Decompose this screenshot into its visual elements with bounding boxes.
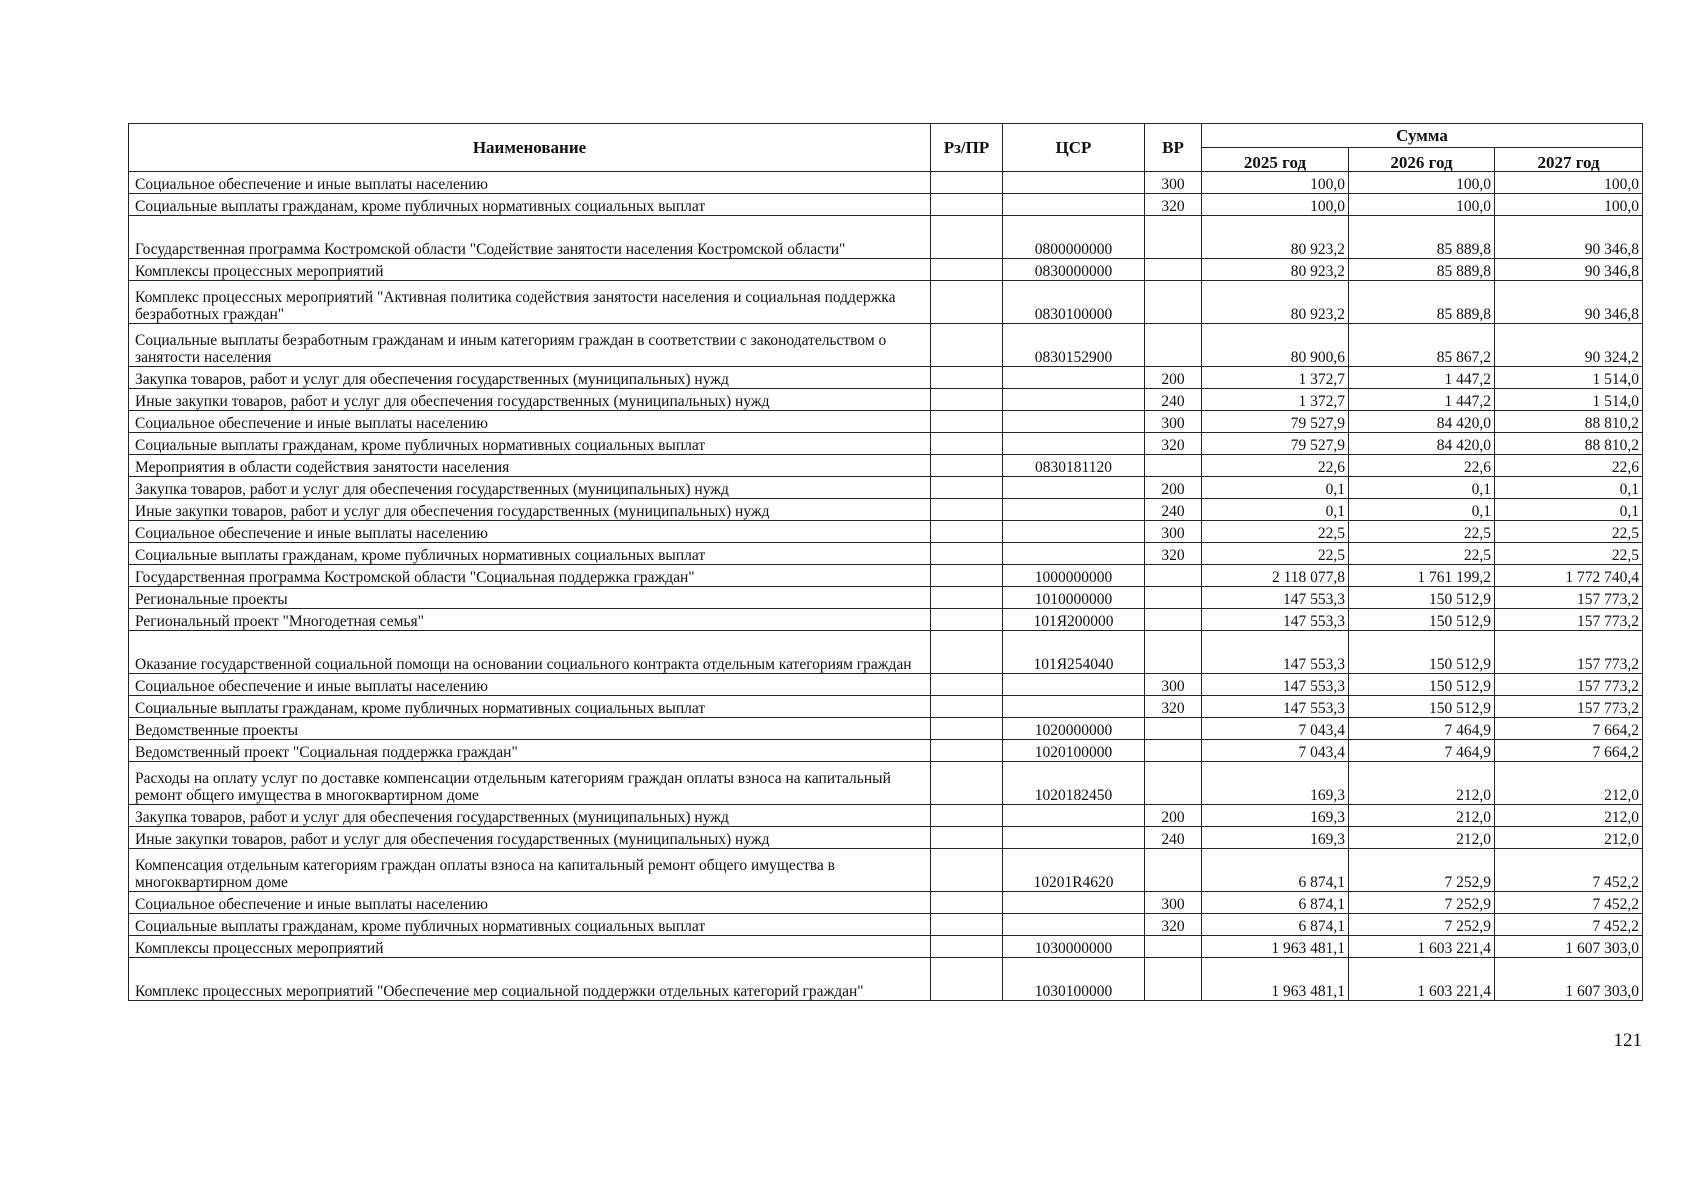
row-2026: 85 889,8 (1349, 216, 1495, 259)
row-2027: 88 810,2 (1495, 411, 1643, 433)
row-2025: 2 118 077,8 (1202, 565, 1349, 587)
row-2025: 100,0 (1202, 172, 1349, 194)
row-2025: 80 923,2 (1202, 259, 1349, 281)
row-vr (1145, 740, 1202, 762)
row-csr (1003, 827, 1145, 849)
row-2027: 100,0 (1495, 172, 1643, 194)
row-vr (1145, 565, 1202, 587)
table-row (129, 172, 1643, 194)
row-2026: 7 464,9 (1349, 718, 1495, 740)
row-vr: 300 (1145, 674, 1202, 696)
row-2025: 7 043,4 (1202, 740, 1349, 762)
row-2027: 212,0 (1495, 827, 1643, 849)
row-2026: 1 447,2 (1349, 389, 1495, 411)
row-csr (1003, 172, 1145, 194)
row-rzpr (931, 914, 1003, 936)
row-2025: 80 923,2 (1202, 216, 1349, 259)
row-rzpr (931, 216, 1003, 259)
row-2025: 7 043,4 (1202, 718, 1349, 740)
row-rzpr (931, 740, 1003, 762)
row-vr (1145, 587, 1202, 609)
header-name: Наименование (129, 124, 931, 172)
row-2025: 169,3 (1202, 762, 1349, 805)
row-vr (1145, 936, 1202, 958)
row-csr: 101Я200000 (1003, 609, 1145, 631)
row-2025: 79 527,9 (1202, 411, 1349, 433)
row-2027: 22,5 (1495, 543, 1643, 565)
row-2026: 85 889,8 (1349, 281, 1495, 324)
row-rzpr (931, 324, 1003, 367)
row-2027: 0,1 (1495, 499, 1643, 521)
table-row (129, 849, 1643, 892)
row-name: Социальное обеспечение и иные выплаты населению (129, 411, 931, 433)
row-2027: 1 514,0 (1495, 389, 1643, 411)
row-csr: 1000000000 (1003, 565, 1145, 587)
row-rzpr (931, 172, 1003, 194)
row-2025: 1 372,7 (1202, 367, 1349, 389)
row-name: Закупка товаров, работ и услуг для обеспечения государственных (муниципальных) нужд (129, 367, 931, 389)
table-row (129, 194, 1643, 216)
row-csr: 1010000000 (1003, 587, 1145, 609)
row-csr: 1020000000 (1003, 718, 1145, 740)
row-vr: 300 (1145, 411, 1202, 433)
row-2025: 147 553,3 (1202, 696, 1349, 718)
row-csr (1003, 194, 1145, 216)
row-2026: 1 603 221,4 (1349, 936, 1495, 958)
table-row (129, 455, 1643, 477)
row-name: Региональный проект "Многодетная семья" (129, 609, 931, 631)
row-vr (1145, 259, 1202, 281)
table-row (129, 718, 1643, 740)
row-2027: 90 324,2 (1495, 324, 1643, 367)
row-csr (1003, 543, 1145, 565)
row-2026: 100,0 (1349, 172, 1495, 194)
row-vr: 200 (1145, 477, 1202, 499)
row-csr (1003, 674, 1145, 696)
table-row (129, 565, 1643, 587)
table-row (129, 609, 1643, 631)
header-rzpr: Рз/ПР (931, 124, 1003, 172)
row-csr: 0830181120 (1003, 455, 1145, 477)
row-csr (1003, 696, 1145, 718)
row-name: Оказание государственной социальной помощи на основании социального контракта отдельным категориям граждан (129, 631, 931, 674)
row-vr: 320 (1145, 543, 1202, 565)
header-year-2026: 2026 год (1349, 148, 1495, 172)
row-2027: 157 773,2 (1495, 587, 1643, 609)
row-name: Комплексы процессных мероприятий (129, 259, 931, 281)
row-name: Закупка товаров, работ и услуг для обеспечения государственных (муниципальных) нужд (129, 805, 931, 827)
row-rzpr (931, 609, 1003, 631)
table-row (129, 259, 1643, 281)
row-vr (1145, 216, 1202, 259)
row-rzpr (931, 718, 1003, 740)
table-row (129, 543, 1643, 565)
row-name: Социальные выплаты гражданам, кроме публичных нормативных социальных выплат (129, 543, 931, 565)
row-rzpr (931, 411, 1003, 433)
header-vr: ВР (1145, 124, 1202, 172)
row-vr (1145, 762, 1202, 805)
row-2025: 80 900,6 (1202, 324, 1349, 367)
row-name: Социальные выплаты гражданам, кроме публичных нормативных социальных выплат (129, 433, 931, 455)
table-row (129, 762, 1643, 805)
row-name: Социальные выплаты гражданам, кроме публичных нормативных социальных выплат (129, 914, 931, 936)
row-csr: 0830100000 (1003, 281, 1145, 324)
row-rzpr (931, 367, 1003, 389)
row-csr (1003, 914, 1145, 936)
row-csr (1003, 411, 1145, 433)
table-row (129, 521, 1643, 543)
row-2025: 1 963 481,1 (1202, 958, 1349, 1001)
row-2027: 100,0 (1495, 194, 1643, 216)
table-row (129, 740, 1643, 762)
row-rzpr (931, 696, 1003, 718)
row-2027: 7 452,2 (1495, 914, 1643, 936)
row-2026: 1 447,2 (1349, 367, 1495, 389)
row-2027: 212,0 (1495, 762, 1643, 805)
row-vr (1145, 609, 1202, 631)
row-vr (1145, 324, 1202, 367)
row-csr (1003, 433, 1145, 455)
row-rzpr (931, 477, 1003, 499)
row-csr: 1020100000 (1003, 740, 1145, 762)
row-2025: 79 527,9 (1202, 433, 1349, 455)
row-csr (1003, 477, 1145, 499)
row-2027: 157 773,2 (1495, 696, 1643, 718)
row-2027: 157 773,2 (1495, 631, 1643, 674)
row-vr (1145, 849, 1202, 892)
row-2025: 6 874,1 (1202, 892, 1349, 914)
row-2026: 212,0 (1349, 827, 1495, 849)
page-number: 121 (1613, 1030, 1642, 1051)
row-rzpr (931, 674, 1003, 696)
row-2025: 147 553,3 (1202, 631, 1349, 674)
row-2027: 90 346,8 (1495, 259, 1643, 281)
table-row (129, 827, 1643, 849)
row-vr: 300 (1145, 521, 1202, 543)
row-2026: 1 603 221,4 (1349, 958, 1495, 1001)
row-2026: 150 512,9 (1349, 631, 1495, 674)
row-2026: 1 761 199,2 (1349, 565, 1495, 587)
row-2027: 212,0 (1495, 805, 1643, 827)
table-row (129, 499, 1643, 521)
table-row (129, 477, 1643, 499)
table-row (129, 936, 1643, 958)
row-2025: 22,5 (1202, 521, 1349, 543)
row-name: Мероприятия в области содействия занятости населения (129, 455, 931, 477)
row-2026: 7 252,9 (1349, 892, 1495, 914)
row-2025: 147 553,3 (1202, 674, 1349, 696)
table-row (129, 281, 1643, 324)
row-name: Расходы на оплату услуг по доставке компенсации отдельным категориям граждан оплаты взноса на капитальный ремонт общего имущества в многоквартирном доме (129, 762, 931, 805)
table-row (129, 367, 1643, 389)
row-2026: 85 867,2 (1349, 324, 1495, 367)
row-2026: 7 252,9 (1349, 914, 1495, 936)
row-2026: 212,0 (1349, 762, 1495, 805)
table-row (129, 631, 1643, 674)
table-row (129, 892, 1643, 914)
row-2026: 150 512,9 (1349, 674, 1495, 696)
table-row (129, 674, 1643, 696)
row-2026: 150 512,9 (1349, 609, 1495, 631)
row-name: Социальные выплаты безработным гражданам и иным категориям граждан в соответствии с законодательством о занятости населения (129, 324, 931, 367)
row-2027: 22,6 (1495, 455, 1643, 477)
header-year-2025: 2025 год (1202, 148, 1349, 172)
row-2027: 1 772 740,4 (1495, 565, 1643, 587)
header-sum: Сумма (1202, 124, 1643, 148)
row-2026: 150 512,9 (1349, 587, 1495, 609)
row-csr: 1030000000 (1003, 936, 1145, 958)
row-2027: 90 346,8 (1495, 216, 1643, 259)
row-vr (1145, 958, 1202, 1001)
row-rzpr (931, 958, 1003, 1001)
row-name: Комплексы процессных мероприятий (129, 936, 931, 958)
row-rzpr (931, 455, 1003, 477)
row-vr: 300 (1145, 892, 1202, 914)
row-name: Компенсация отдельным категориям граждан оплаты взноса на капитальный ремонт общего имущества в многоквартирном доме (129, 849, 931, 892)
row-csr: 0800000000 (1003, 216, 1145, 259)
row-name: Иные закупки товаров, работ и услуг для обеспечения государственных (муниципальных) нужд (129, 827, 931, 849)
row-name: Комплекс процессных мероприятий "Обеспечение мер социальной поддержки отдельных категорий граждан" (129, 958, 931, 1001)
row-2025: 1 372,7 (1202, 389, 1349, 411)
row-csr (1003, 499, 1145, 521)
row-name: Комплекс процессных мероприятий "Активная политика содействия занятости населения и социальная поддержка безработных граждан" (129, 281, 931, 324)
row-name: Региональные проекты (129, 587, 931, 609)
row-name: Социальное обеспечение и иные выплаты населению (129, 674, 931, 696)
table-row (129, 805, 1643, 827)
row-csr (1003, 805, 1145, 827)
row-name: Государственная программа Костромской области "Социальная поддержка граждан" (129, 565, 931, 587)
row-vr: 240 (1145, 499, 1202, 521)
row-2025: 169,3 (1202, 827, 1349, 849)
row-vr (1145, 631, 1202, 674)
row-vr: 200 (1145, 367, 1202, 389)
row-vr (1145, 281, 1202, 324)
row-vr: 240 (1145, 827, 1202, 849)
row-vr: 320 (1145, 914, 1202, 936)
header-year-2027: 2027 год (1495, 148, 1643, 172)
row-csr: 0830000000 (1003, 259, 1145, 281)
row-2026: 84 420,0 (1349, 433, 1495, 455)
row-csr: 101Я254040 (1003, 631, 1145, 674)
row-2027: 1 607 303,0 (1495, 958, 1643, 1001)
row-rzpr (931, 499, 1003, 521)
table-row (129, 411, 1643, 433)
row-2025: 0,1 (1202, 477, 1349, 499)
row-rzpr (931, 631, 1003, 674)
row-2025: 22,5 (1202, 543, 1349, 565)
row-vr: 320 (1145, 696, 1202, 718)
row-csr (1003, 892, 1145, 914)
row-name: Иные закупки товаров, работ и услуг для обеспечения государственных (муниципальных) нужд (129, 499, 931, 521)
row-csr: 10201R4620 (1003, 849, 1145, 892)
row-name: Социальное обеспечение и иные выплаты населению (129, 521, 931, 543)
row-name: Социальное обеспечение и иные выплаты населению (129, 172, 931, 194)
budget-table (128, 123, 1643, 1001)
row-2026: 85 889,8 (1349, 259, 1495, 281)
row-2027: 7 452,2 (1495, 849, 1643, 892)
row-rzpr (931, 849, 1003, 892)
row-2025: 147 553,3 (1202, 587, 1349, 609)
row-rzpr (931, 565, 1003, 587)
row-2027: 7 664,2 (1495, 718, 1643, 740)
row-2026: 212,0 (1349, 805, 1495, 827)
row-2027: 157 773,2 (1495, 609, 1643, 631)
row-2027: 22,5 (1495, 521, 1643, 543)
row-rzpr (931, 936, 1003, 958)
row-2025: 100,0 (1202, 194, 1349, 216)
row-rzpr (931, 827, 1003, 849)
row-2027: 7 664,2 (1495, 740, 1643, 762)
row-2025: 22,6 (1202, 455, 1349, 477)
row-vr: 300 (1145, 172, 1202, 194)
row-2026: 7 464,9 (1349, 740, 1495, 762)
row-rzpr (931, 805, 1003, 827)
row-csr: 0830152900 (1003, 324, 1145, 367)
row-2025: 169,3 (1202, 805, 1349, 827)
row-csr: 1020182450 (1003, 762, 1145, 805)
row-2026: 7 252,9 (1349, 849, 1495, 892)
table-row (129, 324, 1643, 367)
row-2025: 80 923,2 (1202, 281, 1349, 324)
table-body (129, 172, 1643, 1001)
row-csr (1003, 521, 1145, 543)
row-2027: 1 607 303,0 (1495, 936, 1643, 958)
row-name: Социальные выплаты гражданам, кроме публичных нормативных социальных выплат (129, 194, 931, 216)
row-rzpr (931, 389, 1003, 411)
row-name: Социальные выплаты гражданам, кроме публичных нормативных социальных выплат (129, 696, 931, 718)
row-2025: 0,1 (1202, 499, 1349, 521)
row-name: Ведомственные проекты (129, 718, 931, 740)
table-row (129, 958, 1643, 1001)
row-vr (1145, 718, 1202, 740)
row-vr: 240 (1145, 389, 1202, 411)
row-vr: 320 (1145, 194, 1202, 216)
row-name: Закупка товаров, работ и услуг для обеспечения государственных (муниципальных) нужд (129, 477, 931, 499)
row-2026: 22,5 (1349, 543, 1495, 565)
row-vr: 200 (1145, 805, 1202, 827)
row-2026: 0,1 (1349, 477, 1495, 499)
row-2026: 0,1 (1349, 499, 1495, 521)
row-rzpr (931, 281, 1003, 324)
row-name: Социальное обеспечение и иные выплаты населению (129, 892, 931, 914)
table-row (129, 914, 1643, 936)
row-2025: 6 874,1 (1202, 849, 1349, 892)
row-name: Иные закупки товаров, работ и услуг для обеспечения государственных (муниципальных) нужд (129, 389, 931, 411)
row-2027: 0,1 (1495, 477, 1643, 499)
table-row (129, 696, 1643, 718)
row-name: Ведомственный проект "Социальная поддержка граждан" (129, 740, 931, 762)
row-csr (1003, 367, 1145, 389)
row-2025: 147 553,3 (1202, 609, 1349, 631)
row-csr (1003, 389, 1145, 411)
row-2026: 22,5 (1349, 521, 1495, 543)
table-row (129, 389, 1643, 411)
row-2027: 1 514,0 (1495, 367, 1643, 389)
row-name: Государственная программа Костромской области "Содействие занятости населения Костромской области" (129, 216, 931, 259)
row-rzpr (931, 521, 1003, 543)
row-2027: 7 452,2 (1495, 892, 1643, 914)
row-2026: 22,6 (1349, 455, 1495, 477)
row-vr: 320 (1145, 433, 1202, 455)
row-rzpr (931, 194, 1003, 216)
row-rzpr (931, 892, 1003, 914)
table-row (129, 433, 1643, 455)
row-2026: 100,0 (1349, 194, 1495, 216)
row-2026: 84 420,0 (1349, 411, 1495, 433)
row-csr: 1030100000 (1003, 958, 1145, 1001)
row-2025: 6 874,1 (1202, 914, 1349, 936)
row-rzpr (931, 762, 1003, 805)
row-2025: 1 963 481,1 (1202, 936, 1349, 958)
row-rzpr (931, 433, 1003, 455)
table-row (129, 216, 1643, 259)
row-2026: 150 512,9 (1349, 696, 1495, 718)
table-header (129, 124, 1643, 172)
row-2027: 157 773,2 (1495, 674, 1643, 696)
header-csr: ЦСР (1003, 124, 1145, 172)
row-2027: 90 346,8 (1495, 281, 1643, 324)
row-rzpr (931, 543, 1003, 565)
row-rzpr (931, 259, 1003, 281)
row-2027: 88 810,2 (1495, 433, 1643, 455)
row-rzpr (931, 587, 1003, 609)
row-vr (1145, 455, 1202, 477)
table-row (129, 587, 1643, 609)
